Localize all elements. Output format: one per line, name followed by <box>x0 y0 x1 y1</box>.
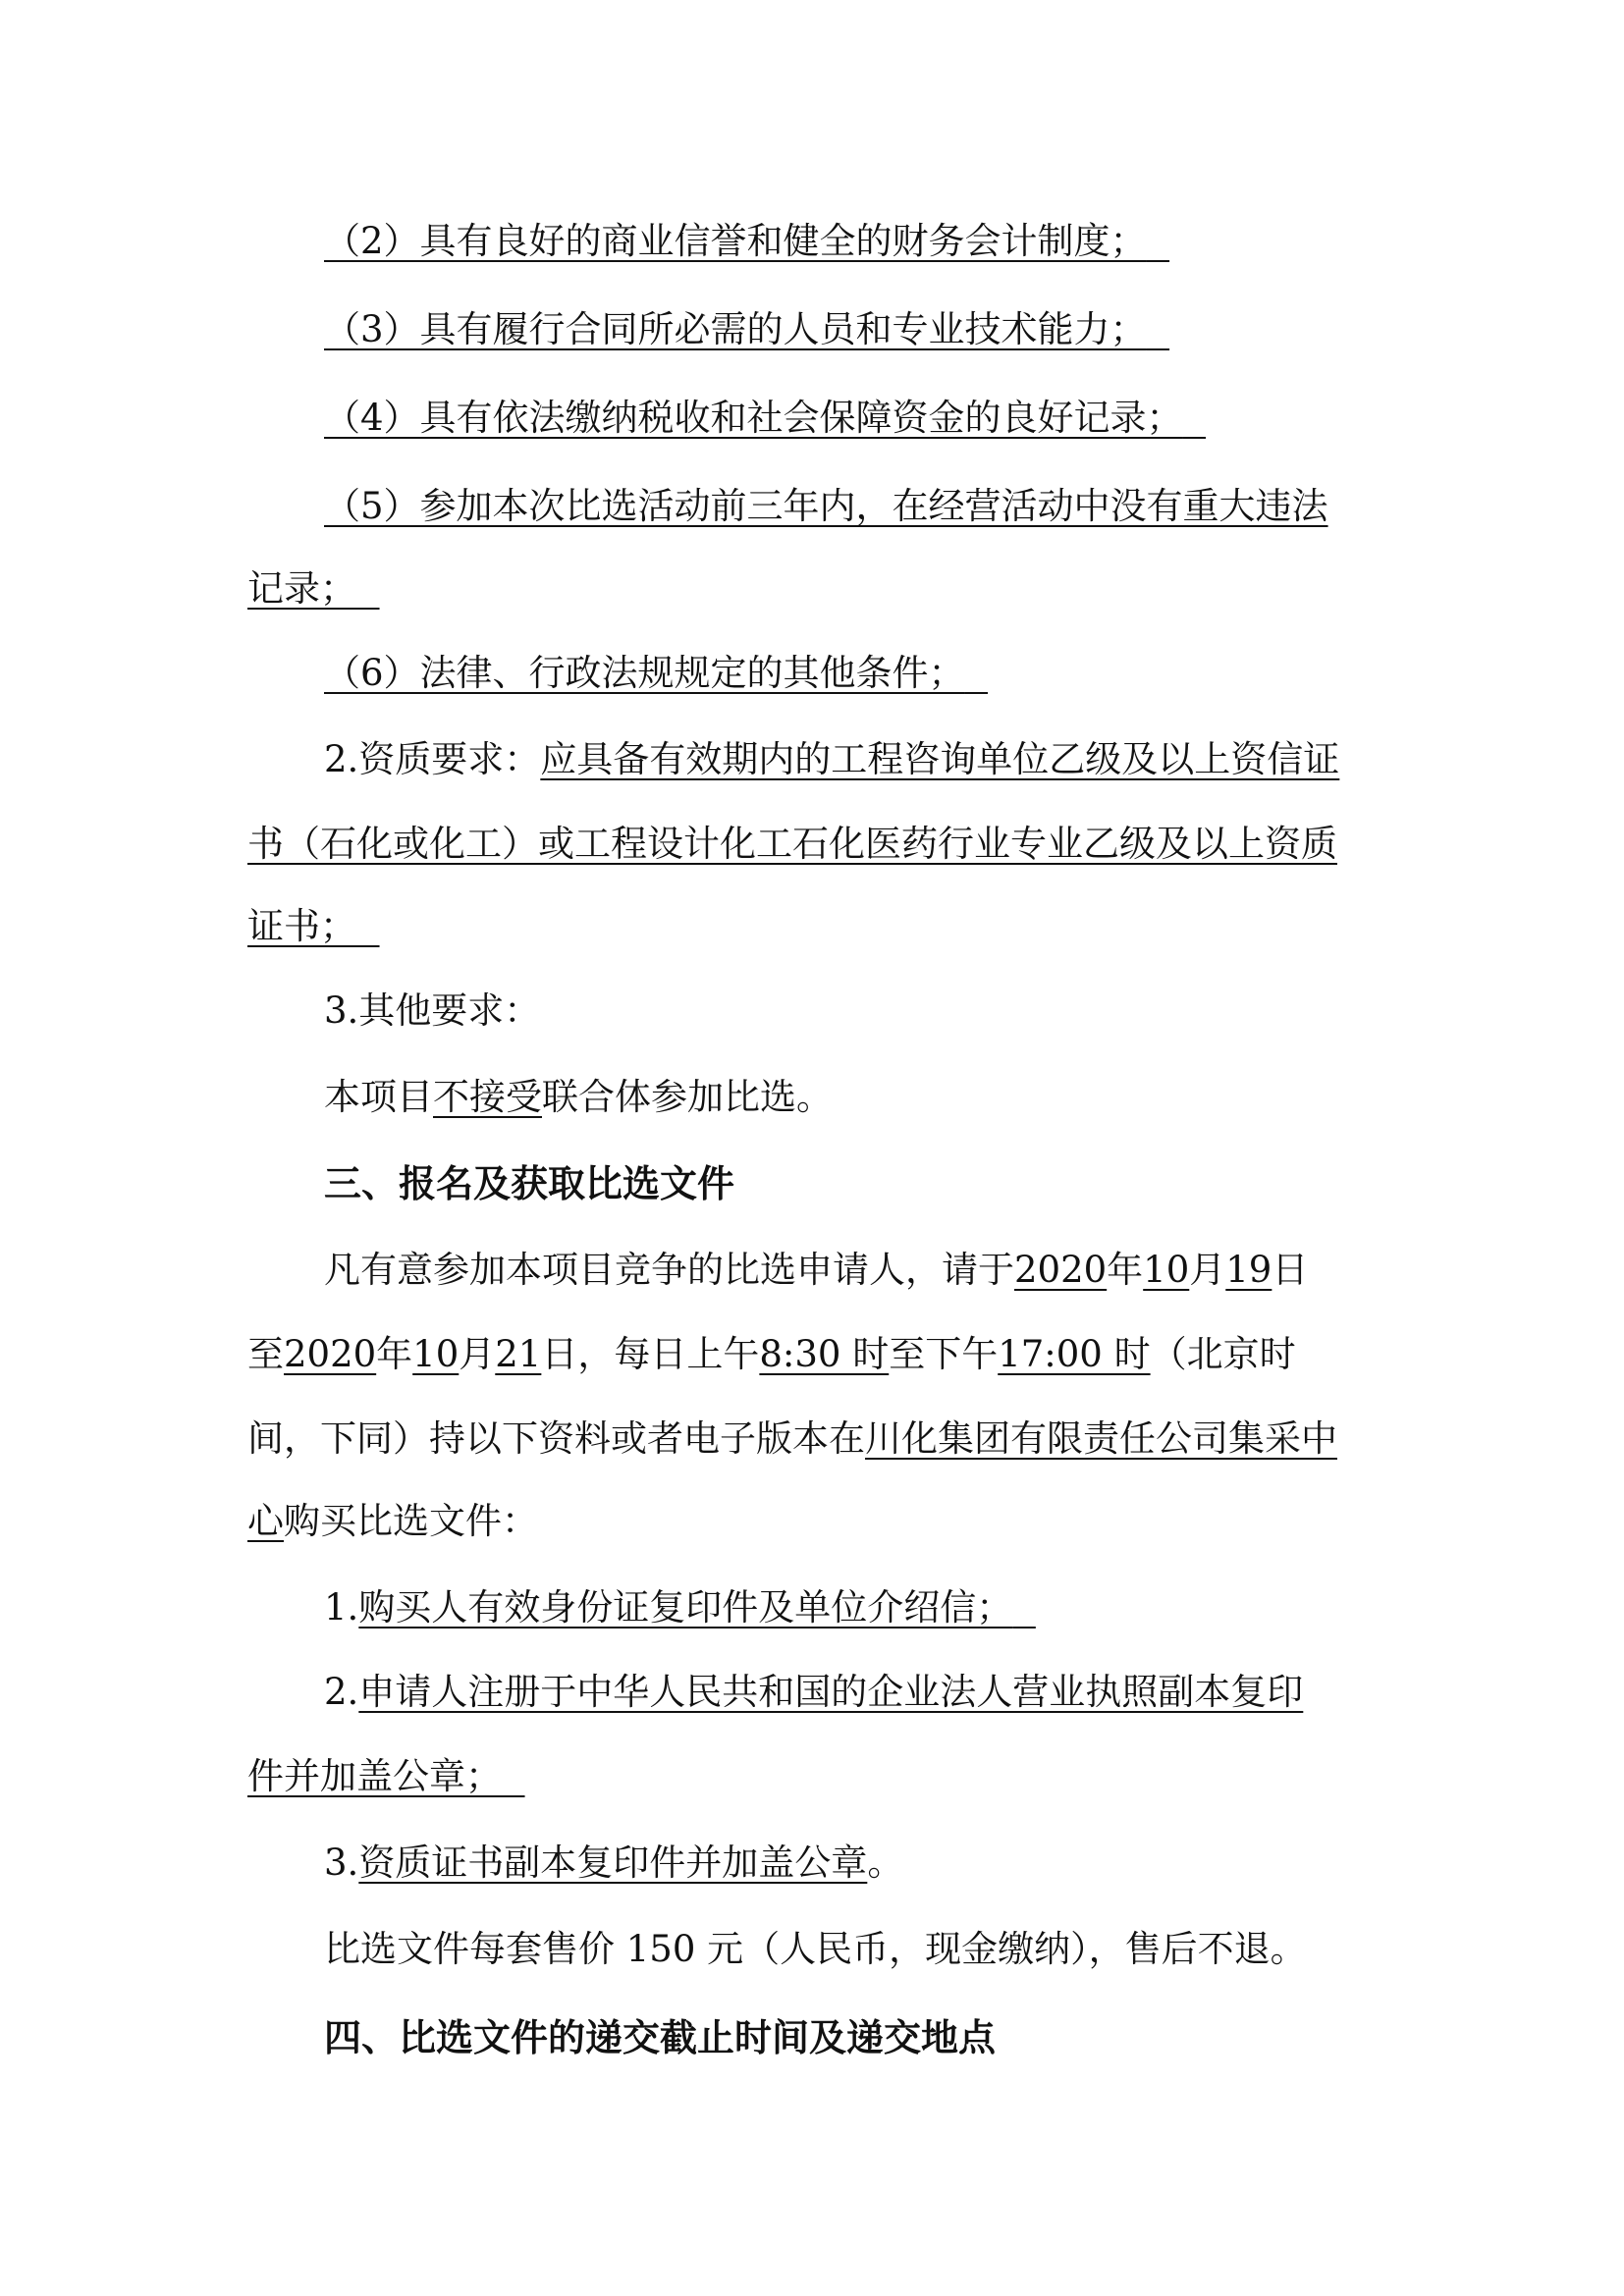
list-number: 3. <box>324 1842 359 1884</box>
registration-paragraph-line2 <box>247 1325 1296 1384</box>
consortium-statement <box>324 1068 833 1127</box>
cert-requirement-line2 <box>247 815 1337 874</box>
consortium-text: 本项目 <box>324 1076 433 1118</box>
required-doc-2-line2 <box>247 1747 525 1806</box>
qualification-text: （4）具有依法缴纳税收和社会保障资金的良好记录； <box>324 397 1183 439</box>
registration-text: 间，下同）持以下资料或者电子版本在 <box>247 1417 865 1460</box>
cert-requirement-line3 <box>247 897 380 956</box>
qualification-item-4 <box>324 389 1206 448</box>
registration-text: （北京时 <box>1150 1333 1296 1375</box>
start-day: 19 <box>1225 1249 1272 1291</box>
registration-text: 年 <box>376 1333 413 1375</box>
qualification-item-2 <box>324 212 1169 271</box>
required-doc-1 <box>324 1578 1036 1637</box>
qualification-item-3 <box>324 300 1169 359</box>
punctuation: 。 <box>867 1842 904 1884</box>
price-statement: 比选文件每套售价 150 元（人民币，现金缴纳），售后不退。 <box>324 1928 1307 1970</box>
registration-text: 月 <box>459 1333 496 1375</box>
qualification-item-5-line2 <box>247 560 380 618</box>
qualification-text: （5）参加本次比选活动前三年内，在经营活动中没有重大违法 <box>324 485 1328 527</box>
required-doc-text: 资质证书副本复印件并加盖公章 <box>358 1842 868 1884</box>
start-month: 10 <box>1143 1249 1190 1291</box>
qualification-item-6 <box>324 644 988 703</box>
consortium-not-accepted: 不接受 <box>433 1076 542 1118</box>
qualification-item-5-line1 <box>324 477 1328 536</box>
end-day: 21 <box>495 1333 542 1375</box>
organization-name: 川化集团有限责任公司集采中 <box>865 1417 1337 1460</box>
afternoon-time: 17:00 时 <box>998 1333 1151 1375</box>
cert-requirement-text: 应具备有效期内的工程咨询单位乙级及以上资信证 <box>540 738 1340 780</box>
start-year: 2020 <box>1014 1249 1108 1291</box>
qualification-text: （6）法律、行政法规规定的其他条件； <box>324 652 965 694</box>
required-doc-text: 件并加盖公章； <box>247 1755 502 1797</box>
registration-text: 日，每日上午 <box>541 1333 760 1375</box>
section-3-heading: 三、报名及获取比选文件 <box>324 1162 735 1205</box>
registration-text: 日 <box>1272 1249 1309 1291</box>
cert-requirement-line1 <box>324 730 1339 789</box>
end-month: 10 <box>412 1333 460 1375</box>
section-4-heading: 四、比选文件的递交截止时间及递交地点 <box>324 2016 997 2059</box>
morning-time: 8:30 时 <box>759 1333 890 1375</box>
organization-name: 心 <box>247 1500 284 1542</box>
registration-text: 凡有意参加本项目竞争的比选申请人，请于 <box>324 1249 1014 1291</box>
registration-text: 至 <box>247 1333 284 1375</box>
required-doc-text: 申请人注册于中华人民共和国的企业法人营业执照副本复印 <box>358 1671 1304 1713</box>
required-doc-3 <box>324 1834 903 1893</box>
qualification-text: 记录； <box>247 567 356 610</box>
registration-text: 购买比选文件： <box>284 1500 538 1542</box>
registration-paragraph-line3 <box>247 1410 1337 1468</box>
registration-paragraph-line4 <box>247 1492 538 1551</box>
end-year: 2020 <box>284 1333 377 1375</box>
qualification-text: （2）具有良好的商业信誉和健全的财务会计制度； <box>324 220 1147 262</box>
qualification-text: （3）具有履行合同所必需的人员和专业技术能力； <box>324 308 1147 350</box>
cert-requirement-text: 书（石化或化工）或工程设计化工石化医药行业专业乙级及以上资质 <box>247 823 1337 865</box>
list-number: 2. <box>324 1671 359 1713</box>
registration-paragraph-line1 <box>324 1241 1308 1300</box>
registration-text: 年 <box>1107 1249 1144 1291</box>
other-requirements-title <box>324 982 540 1041</box>
required-doc-2-line1 <box>324 1663 1303 1722</box>
cert-requirement-text: 证书； <box>247 905 356 947</box>
list-number: 1. <box>324 1586 359 1629</box>
cert-requirement-label: 2.资质要求： <box>324 738 541 780</box>
consortium-text: 联合体参加比选。 <box>542 1076 833 1118</box>
required-doc-text: 购买人有效身份证复印件及单位介绍信； <box>358 1586 1013 1629</box>
registration-text: 月 <box>1189 1249 1226 1291</box>
registration-text: 至下午 <box>889 1333 999 1375</box>
other-requirements-label: 3.其他要求： <box>324 989 541 1032</box>
